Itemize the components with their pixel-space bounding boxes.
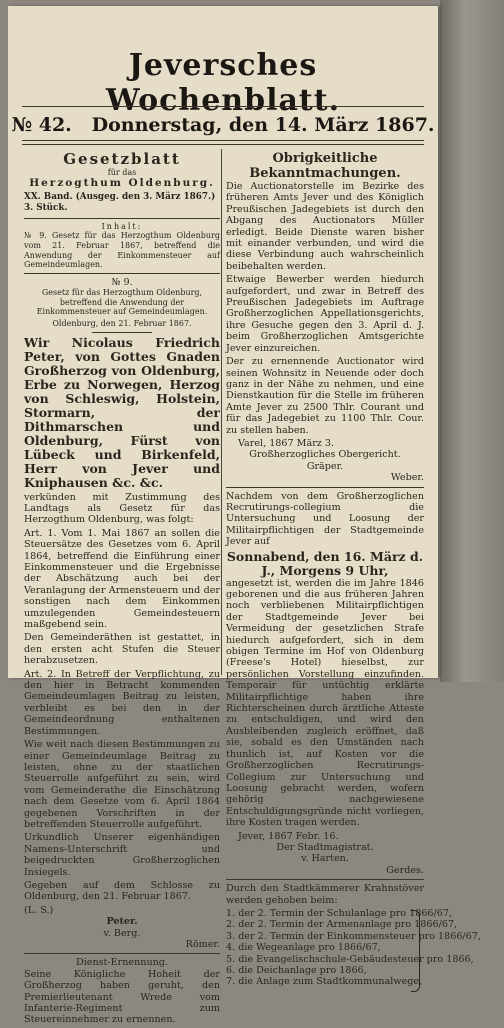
gesetzblatt-for: für das <box>107 168 137 177</box>
law-paragraph-7: Gegeben auf dem Schlosse zu Oldenburg, den 21. Februar 1867. <box>24 879 220 903</box>
notice-1-signature: Gräper. <box>306 460 344 472</box>
gesetzblatt-title: Gesetzblatt <box>63 150 181 168</box>
divider <box>24 273 220 274</box>
law-paragraph-5: Wie weit nach diesen Bestimmungen zu einer Gemeindeumlage Beitrag zu leisten, ohne zu der staatlichen Steuerrolle aufgeführt zu sein, wird vom Gemeinderathe die Einschätzung nach dem Gesetze vom 6. April 1864 gegebenen Vorschriften in der betreffenden Steuerrolle aufgeführt. <box>24 739 220 830</box>
divider <box>24 218 220 219</box>
collection-item: 4. die Wegeanlage pro 1866/67, <box>226 942 381 954</box>
law-number: № 9. <box>111 276 133 288</box>
law-date: Oldenburg, den 21. Februar 1867. <box>52 318 192 328</box>
notice-1-paragraph-2: Etwaige Bewerber werden hiedurch aufgefordert, und zwar in Betreff des Preußischen Jadegebiets im Auftrage Großherzoglichen Appellationsgerichts, ihre Gesuche gegen den 3. April d. J. beim Großherzoglichen Amtsgerichte Jever einzureichen. <box>226 274 424 354</box>
notice-2-signature: v. Harten. <box>301 853 349 865</box>
notice-2-date: Sonnabend, den 16. März d. J., Morgens 9 Uhr, <box>226 548 424 578</box>
countersignature-1: v. Berg. <box>103 927 141 939</box>
notice-1-paragraph-1: Die Auctionatorstelle im Bezirke des früheren Amts Jever und des Königlich Preußischen Jadegebiets ist durch den Abgang des Auctionators Müller erledigt. Beide Dienste waren bisher mit einander verbunden, und wird die diese Verbindung auch wahrscheinlich beibehalten werden. <box>226 181 424 272</box>
law-title: Gesetz für das Herzogthum Oldenburg, betreffend die Anwendung der Einkommensteuer auf Gemeindeumlagen. <box>36 288 208 317</box>
inhalt-text: № 9. Gesetz für das Herzogthum Oldenburg vom 21. Februar 1867, betreffend die Anwendung der Einkommensteuer auf Gemeindeumlagen. <box>24 231 220 270</box>
left-column <box>24 151 220 1028</box>
issue-number: № 42. <box>11 114 72 136</box>
right-column <box>226 151 481 988</box>
law-paragraph-1: verkünden mit Zustimmung des Landtags als Gesetz für das Herzogthum Oldenburg, was folgt: <box>24 491 220 526</box>
collection-item: 3. der 2. Termin der Einkommensteuer pro 1866/67, <box>226 930 481 942</box>
notice-1-signature-2: Weber. <box>390 472 424 484</box>
law-paragraph-2: Art. 1. Vom 1. Mai 1867 an sollen die Steuersätze des Gesetzes vom 6. April 1864, betreffend die Einführung einer Einkommensteuer und die Ergebnisse der Abschätzung auch bei der Veranlagung der Armensteuern und der sonstigen nach dem Einkommen umzulegenden Gemeindesteuern maßgebend sein. <box>24 527 220 631</box>
column-divider <box>221 149 222 675</box>
short-divider <box>92 332 152 333</box>
collection-item: 7. die Anlage zum Stadtkommunalwege, <box>226 976 423 988</box>
masthead-rule <box>22 106 424 107</box>
issue-dateline <box>8 114 438 136</box>
gesetzblatt-territory: Herzogthum Oldenburg. <box>29 176 215 189</box>
newspaper-page <box>8 6 481 1026</box>
countersignature-2: Römer. <box>185 939 220 950</box>
notice-2-intro: Nachdem von dem Großherzoglichen Recrutirungs-collegium die Untersuchung und Loosung der Militairpflichtigen der Stadtgemeinde Jever auf <box>226 490 424 548</box>
law-paragraph-6: Urkundlich Unserer eigenhändigen Namens-Unterschrift und beigedruckten Großherzoglichen Insiegels. <box>24 832 220 878</box>
collection-list <box>226 907 481 988</box>
notice-1-paragraph-3: Der zu ernennende Auctionator wird seinen Wohnsitz in Neuende oder doch ganz in der Nähe zu nehmen, und eine Dienstkaution für die Stelle im früheren Amte Jever zu 2500 Thlr. Courant und für das Jadegebiet zu 1100 Thlr. Cour. zu stellen haben. <box>226 356 424 436</box>
divider <box>24 953 220 954</box>
masthead-title: Jeversches Wochenblatt. <box>105 48 341 118</box>
collection-item: 5. die Evangelischschule-Gebäudesteuer pro 1866, <box>226 953 474 965</box>
law-preamble: Wir Nicolaus Friedrich Peter, von Gottes Gnaden Großherzog von Oldenburg, Erbe zu Norwegen, Herzog von Schleswig, Holstein, Stormarn, der Dithmarschen und Oldenburg, Fürst von Lübeck und Birkenfeld, Herr von Jever und Kniphausen &c. &c. <box>24 334 220 490</box>
book-binding-edge <box>440 0 504 682</box>
dienst-text: Seine Königliche Hoheit der Großherzog haben geruht, den Premierlieutenant Wrede vom Infanterie-Regiment zum Steuereinnehmer zu ernennen. <box>24 968 220 1026</box>
notices-heading: Obrigkeitliche Bekanntmachungen. <box>249 151 401 181</box>
notice-2-authority: Der Stadtmagistrat. <box>276 841 374 853</box>
issue-date: Donnerstag, den 14. März 1867. <box>91 114 435 136</box>
seal-mark: (L. S.) <box>24 904 54 916</box>
collection-item: 1. der 2. Termin der Schulanlage pro 1866/67, <box>226 907 453 919</box>
gesetzblatt-band: XX. Band. (Ausgeg. den 3. März 1867.) 3. Stück. <box>24 192 216 214</box>
notice-2-signature-2: Gerdes. <box>386 864 424 876</box>
collection-item: 2. der 2. Termin der Armenanlage pro 1866/67, <box>226 919 458 931</box>
notice-1-place: Varel, 1867 März 3. <box>238 437 335 449</box>
collection-item: 6. die Deichanlage pro 1866, <box>226 965 367 976</box>
signature-ruler: Peter. <box>106 916 138 928</box>
law-paragraph-3: Den Gemeinderäthen ist gestattet, in den ersten acht Stufen die Steuer herabzusetzen. <box>24 632 220 667</box>
notice-3-intro: Durch den Stadtkämmerer Krahnstöver werden gehoben beim: <box>226 883 424 906</box>
divider <box>226 487 424 488</box>
dienst-heading: Dienst-Ernennung. <box>76 957 168 969</box>
law-paragraph-4: Art. 2. In Betreff der Verpflichtung, zu den hier in Betracht kommenden Gemeindeumlagen Beitrag zu leisten, verbleibt es bei den in der Gemeindeordnung enthaltenen Bestimmungen. <box>24 668 220 737</box>
notice-2-place: Jever, 1867 Febr. 16. <box>238 830 339 842</box>
divider <box>226 879 424 880</box>
dateline-rule-bottom <box>22 144 424 145</box>
notice-1-authority: Großherzogliches Obergericht. <box>249 449 401 461</box>
inhalt-heading: Inhalt: <box>101 221 143 231</box>
notice-2-text: angesetzt ist, werden die im Jahre 1846 geborenen und die aus früheren Jahren noch verbliebenen Militairpflichtigen der Stadtgemeinde Jever bei Vermeidung der gesetzlichen Strafe hiedurch aufgefordert, sich in dem obigen Termine im Hof von Oldenburg (Freese's Hotel) hieselbst, zur persönlichen Vorstellung einzufinden. Temporair für untüchtig erklärte Militairpflichtige haben ihre Richterscheinen durch ärztliche Atteste zu entschuldigen, und wird den Ausbleibenden zugleich eröffnet, daß sie, sobald es den Umständen nach thunlich ist, auf Kosten vor die Großherzoglichen Recrutirungs-Collegium zur Untersuchung und Loosung gebracht werden, wofern gehörig nachgewiesene Entschuldigungsgründe nicht vorliegen, ihre Kosten tragen werden. <box>226 577 424 829</box>
dateline-rule-top <box>22 140 424 141</box>
brace-mark <box>411 910 420 992</box>
